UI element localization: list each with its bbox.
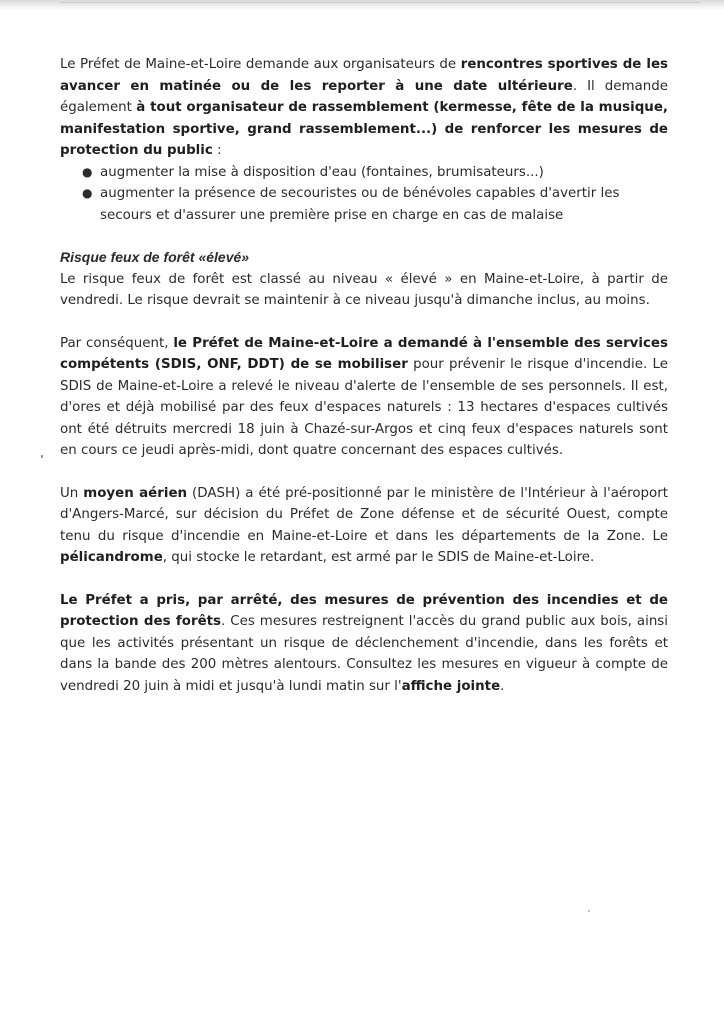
aerial-text [60,483,668,569]
text-span: , qui stocke le retardant, est armé par le SDIS de Maine-et-Loire. [162,550,595,565]
decree-text [60,590,668,698]
organizers-text [60,54,668,162]
text-span: . Il demande également [60,78,668,115]
bold-span: rencontres sportives de les avancer en matinée ou de les reporter à une date ultérieure [60,57,669,94]
bullet-icon: ● [82,164,93,179]
bold-span: Le Préfet a pris, par arrêté, des mesures de prévention des incendies et de protection des forêts [60,592,668,629]
bullet-icon: ● [82,186,93,200]
services-paragraph [60,333,668,462]
document-body [60,54,668,718]
list-item [82,183,668,226]
scan-edge-line [60,2,700,3]
list-item [82,162,668,184]
section-heading: Risque feux de forêt «élevé» [60,249,250,265]
scan-speck [588,910,590,912]
bold-span: affiche jointe [401,678,501,694]
scan-speck [41,455,43,458]
text-span: pour prévenir le risque d'incendie. Le SDIS de Maine-et-Loire a relevé le niveau d'alerte de l'ensemble de ses personnels. Il est, d'ores et déjà mobilisé par des feux d'espaces naturels : 13 hectares d'espaces cultivés ont été détruits mercredi 18 juin à Chazé-sur-Argos et cinq feux d'espaces naturels sont en cours ce jeudi après-midi, dont quatre concernant des espaces cultivés. [60,357,668,458]
measures-list [60,162,668,227]
bold-span: moyen aérien [83,485,188,501]
text-span: . Ces mesures restreignent l'accès du grand public aux bois, ainsi que les activités présentant un risque de déclenchement d'incendie, dans les forêts et dans la bande des 200 mètres alentours. Consultez les mesures en vigueur à compte de vendredi 20 juin à midi et jusqu'à lundi matin sur l' [60,614,669,694]
list-item-text: augmenter la mise à disposition d'eau (fontaines, brumisateurs...) [100,164,544,180]
aerial-paragraph [60,483,668,569]
bold-span: le Préfet de Maine-et-Loire a demandé à l'ensemble des services compétents (SDIS, ONF, DDT) de se mobiliser [60,335,668,372]
services-text [60,333,668,462]
section-text: Le risque feux de forêt est classé au niveau « élevé » en Maine-et-Loire, à partir de vendredi. Le risque devrait se maintenir à ce niveau jusqu'à dimanche inclus, au moins. [60,271,668,308]
text-span: Le Préfet de Maine-et-Loire demande aux organisateurs de [60,57,461,72]
bold-span: pélicandrome [60,550,163,565]
organizers-paragraph [60,54,668,226]
decree-paragraph [60,590,668,698]
text-span: Par conséquent, [60,335,174,351]
bold-span: à tout organisateur de rassemblement (kermesse, fête de la musique, manifestation sportive, grand rassemblement...) de renforcer les mesures de protection du public [60,100,668,158]
text-span: . [500,678,505,694]
text-span: Un [60,485,84,501]
text-span: (DASH) a été pré-positionné par le ministère de l'Intérieur à l'aéroport d'Angers-Marcé, sur décision du Préfet de Zone défense et de sécurité Ouest, compte tenu du risque d'incendie en Maine-et-Loire et dans les départements de la Zone. Le [60,485,668,544]
text-span: : [212,143,222,158]
list-item-text: augmenter la présence de secouristes ou de bénévoles capables d'avertir les secours et d'assurer une première prise en charge en cas de malaise [100,186,620,223]
forest-fire-section [60,247,668,312]
